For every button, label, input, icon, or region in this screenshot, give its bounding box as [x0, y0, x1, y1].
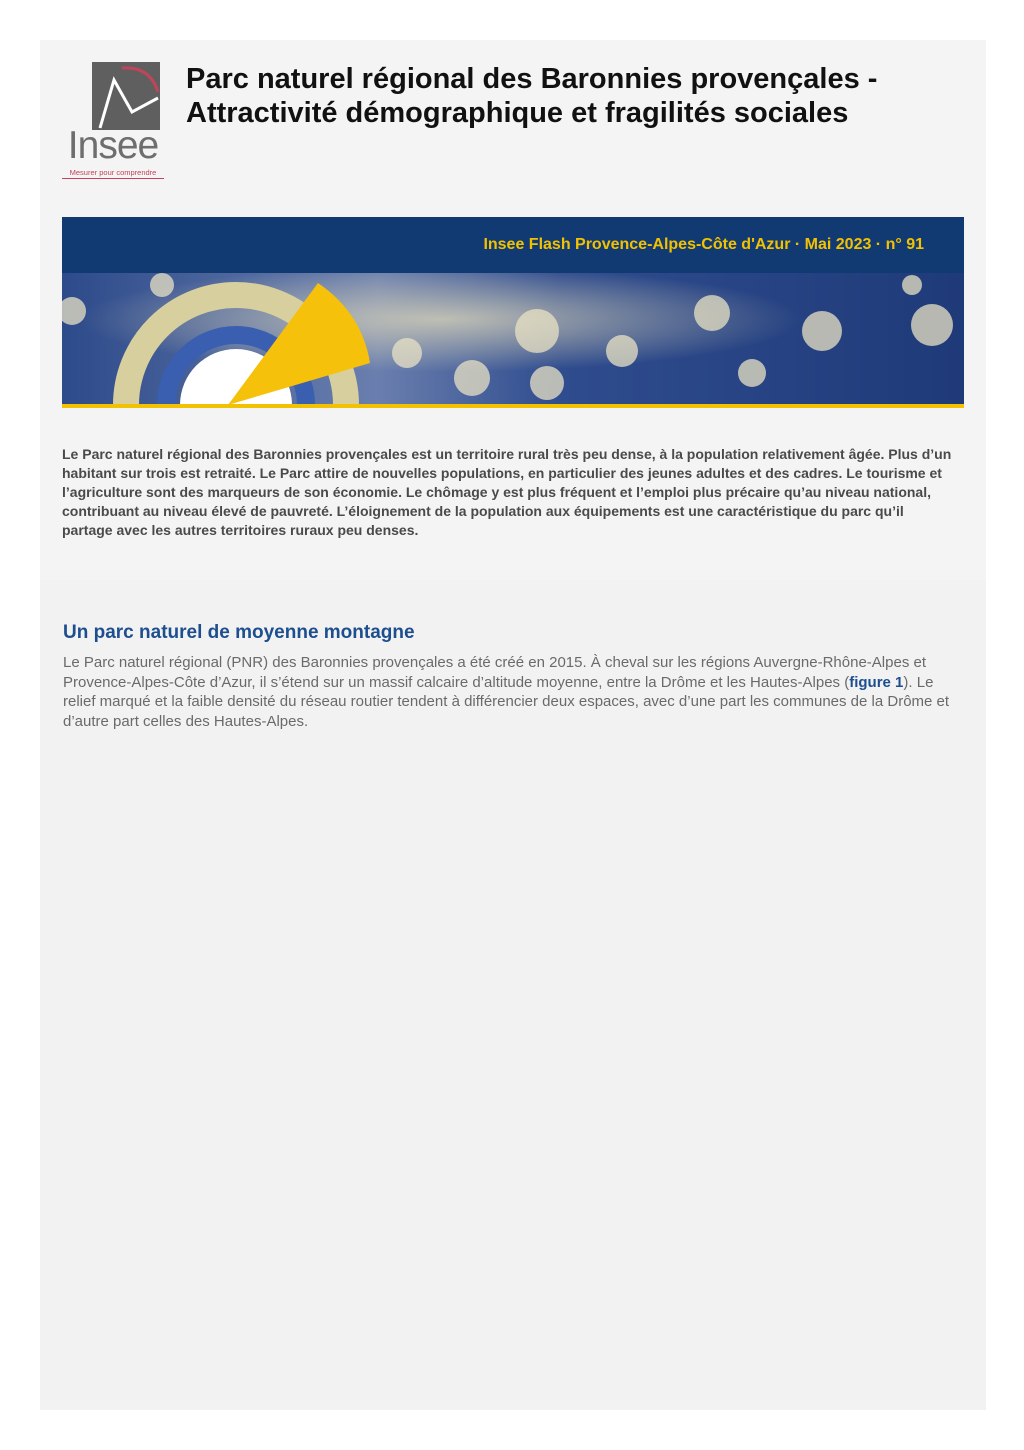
insee-logo[interactable]: [62, 60, 164, 178]
banner-accent-line: [62, 404, 964, 408]
body-text-part-2: ). Le relief marqué et la faible densité du réseau routier tendent à différencier deux espaces, avec d’une part les communes de la Drôme et d’autre part celles des Hautes-Alpes.: [63, 673, 950, 730]
body-text-part-1: Le Parc naturel régional (PNR) des Baronnies provençales a été créé en 2015. À cheval sur les régions Auvergne-Rhône-Alpes et Provence-Alpes-Côte d’Azur, il s’étend sur un massif calcaire d’altitude moyenne, entre la Drôme et les Hautes-Alpes (: [63, 654, 926, 691]
logo-tagline: Mesurer pour comprendre: [62, 168, 164, 179]
publication-banner: [62, 217, 964, 409]
page: [40, 40, 986, 1410]
title-line-2: Attractivité démographique et fragilités sociales: [186, 97, 849, 129]
banner-illustration: [62, 273, 964, 405]
section-body: [63, 653, 963, 731]
page-title: [186, 62, 956, 130]
banner-bar: [62, 217, 964, 273]
logo-wordmark: Insee: [67, 124, 159, 167]
title-line-1: Parc naturel régional des Baronnies provençales -: [186, 63, 878, 95]
section-heading: Un parc naturel de moyenne montagne: [63, 622, 415, 643]
lead-paragraph: Le Parc naturel régional des Baronnies provençales est un territoire rural très peu dense, à la population relativement âgée. Plus d’un habitant sur trois est retraité. Le Parc attire de nouvelles populations, en particulier des jeunes adultes et des cadres. Le tourisme et l’agriculture sont des marqueurs de son économie. Le chômage y est plus fréquent et l’emploi plus précaire qu’au niveau national, contribuant au niveau élevé de pauvreté. L’éloignement de la population aux équipements est une caractéristique du parc qu’il partage avec les autres territoires ruraux peu denses.: [62, 446, 952, 538]
publication-reference: Insee Flash Provence-Alpes-Côte d'Azur · Mai 2023 · n° 91: [483, 236, 924, 253]
figure-1-link[interactable]: figure 1: [849, 673, 904, 691]
insee-logo-mark-icon: [92, 62, 160, 130]
